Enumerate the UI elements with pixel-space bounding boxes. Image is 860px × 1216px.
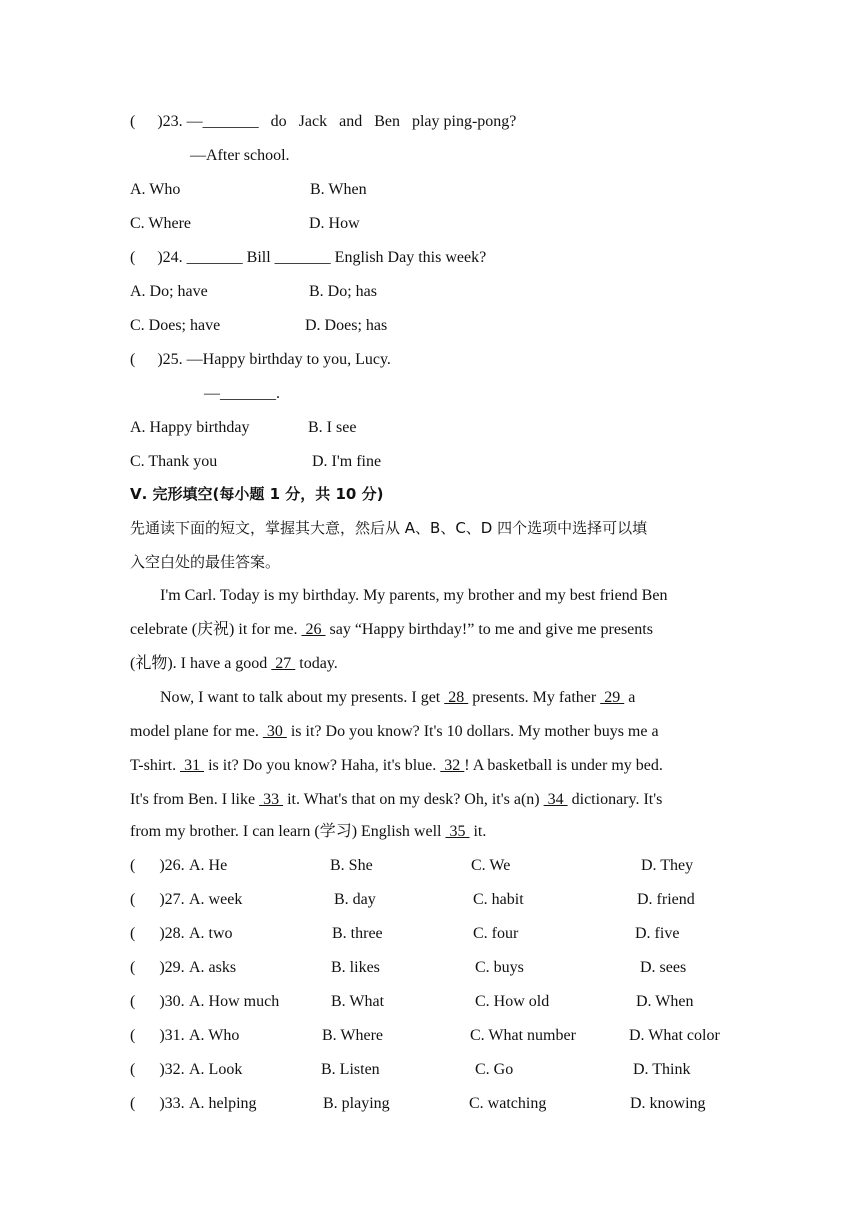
option-c: C. Where bbox=[130, 215, 192, 232]
reply-line: —After school. bbox=[190, 147, 290, 164]
passage-text: is it? Do you know? Haha, it's blue. bbox=[204, 757, 441, 774]
blank-31: 31 bbox=[180, 757, 205, 774]
option-b: B. three bbox=[332, 925, 383, 942]
option-d: D. How bbox=[309, 215, 360, 232]
option-c: C. What number bbox=[470, 1027, 576, 1044]
option-b: B. playing bbox=[323, 1095, 390, 1112]
option-c: C. watching bbox=[469, 1095, 547, 1112]
question-25 bbox=[130, 350, 391, 370]
question-text: _______ Bill _______ English Day this week? bbox=[186, 249, 487, 266]
question-paren: ( bbox=[130, 249, 136, 266]
passage-line-3 bbox=[130, 654, 338, 674]
option-d: D. They bbox=[641, 857, 694, 874]
question-paren-close: ) bbox=[157, 249, 163, 266]
option-b: B. Where bbox=[322, 1027, 384, 1044]
option-number: ( )32. bbox=[130, 1061, 185, 1078]
option-number: ( )28. bbox=[130, 925, 185, 942]
option-b: B. I see bbox=[308, 419, 357, 436]
blank-28: 28 bbox=[444, 689, 469, 706]
option-d: D. What color bbox=[629, 1027, 720, 1044]
option-b: B. What bbox=[331, 993, 385, 1010]
passage-line-7 bbox=[130, 790, 662, 810]
option-c: C. Go bbox=[475, 1061, 514, 1078]
question-paren: ( bbox=[130, 351, 136, 368]
option-c: C. buys bbox=[475, 959, 524, 976]
option-c: C. habit bbox=[473, 891, 524, 908]
passage-text: model plane for me. bbox=[130, 723, 263, 740]
blank-27: 27 bbox=[271, 655, 296, 672]
option-number: ( )27. bbox=[130, 891, 185, 908]
passage-text: is it? Do you know? It's 10 dollars. My mother buys me a bbox=[286, 723, 659, 740]
blank-34: 34 bbox=[543, 791, 568, 808]
passage-text: it. bbox=[469, 823, 487, 840]
passage-line-2 bbox=[130, 620, 653, 640]
passage-text: It's from Ben. I like bbox=[130, 791, 260, 808]
option-c: C. How old bbox=[475, 993, 550, 1010]
question-paren-close: ) bbox=[157, 351, 163, 368]
question-text: —_______ do Jack and Ben play ping-pong? bbox=[186, 113, 517, 130]
passage-text: today. bbox=[295, 655, 338, 672]
option-a: A. How much bbox=[189, 993, 280, 1010]
section-heading: Ⅴ. 完形填空(每小题 1 分，共 10 分) bbox=[130, 485, 384, 503]
passage-line-6 bbox=[130, 756, 663, 776]
option-a: A. Look bbox=[189, 1061, 243, 1078]
option-c: C. We bbox=[471, 857, 511, 874]
option-b: B. day bbox=[334, 891, 376, 908]
passage-text: Now, I want to talk about my presents. I get bbox=[160, 689, 445, 706]
option-d: D. friend bbox=[637, 891, 695, 908]
option-b: B. likes bbox=[331, 959, 380, 976]
passage-text: dictionary. It's bbox=[567, 791, 663, 808]
option-a: A. two bbox=[189, 925, 233, 942]
option-a: A. Who bbox=[130, 181, 181, 198]
option-c: C. four bbox=[473, 925, 519, 942]
option-d: D. I'm fine bbox=[312, 453, 382, 470]
passage-text: say “Happy birthday!” to me and give me presents bbox=[325, 621, 653, 638]
question-paren-close: ) bbox=[157, 113, 163, 130]
option-b: B. Listen bbox=[321, 1061, 380, 1078]
option-number: ( )33. bbox=[130, 1095, 185, 1112]
passage-line-4 bbox=[160, 688, 635, 708]
passage-line-1: I'm Carl. Today is my birthday. My parents, my brother and my best friend Ben bbox=[160, 587, 668, 604]
passage-text: a bbox=[624, 689, 636, 706]
passage-line-8 bbox=[130, 822, 486, 842]
option-d: D. Does; has bbox=[305, 317, 388, 334]
option-a: A. helping bbox=[189, 1095, 257, 1112]
option-d: D. knowing bbox=[630, 1095, 706, 1112]
passage-text: from my brother. I can learn (学习) English well bbox=[130, 823, 446, 840]
passage-line-5 bbox=[130, 722, 659, 742]
option-c: C. Does; have bbox=[130, 317, 221, 334]
option-a: A. Do; have bbox=[130, 283, 208, 300]
option-number: ( )31. bbox=[130, 1027, 185, 1044]
passage-text: (礼物). I have a good bbox=[130, 655, 272, 672]
option-a: A. Who bbox=[189, 1027, 240, 1044]
passage-text: celebrate (庆祝) it for me. bbox=[130, 621, 302, 638]
option-number: ( )29. bbox=[130, 959, 185, 976]
option-c: C. Thank you bbox=[130, 453, 218, 470]
blank-32: 32 bbox=[440, 757, 465, 774]
passage-text: ! A basketball is under my bed. bbox=[464, 757, 663, 774]
blank-35: 35 bbox=[445, 823, 470, 840]
question-number: 24. bbox=[162, 249, 183, 266]
question-text: —Happy birthday to you, Lucy. bbox=[186, 351, 391, 368]
option-d: D. sees bbox=[640, 959, 687, 976]
option-d: D. Think bbox=[633, 1061, 691, 1078]
option-d: D. When bbox=[636, 993, 694, 1010]
option-b: B. When bbox=[310, 181, 367, 198]
question-24 bbox=[130, 248, 486, 268]
passage-text: it. What's that on my desk? Oh, it's a(n) bbox=[283, 791, 544, 808]
section-instructions-line2: 入空白处的最佳答案。 bbox=[130, 553, 281, 571]
question-paren: ( bbox=[130, 113, 136, 130]
option-a: A. Happy birthday bbox=[130, 419, 250, 436]
option-d: D. five bbox=[635, 925, 680, 942]
passage-text: T-shirt. bbox=[130, 757, 181, 774]
option-number: ( )26. bbox=[130, 857, 185, 874]
question-23 bbox=[130, 112, 516, 132]
blank-29: 29 bbox=[600, 689, 625, 706]
option-a: A. asks bbox=[189, 959, 237, 976]
section-instructions-line1: 先通读下面的短文，掌握其大意，然后从 A、B、C、D 四个选项中选择可以填 bbox=[130, 519, 648, 537]
option-a: A. He bbox=[189, 857, 228, 874]
blank-33: 33 bbox=[259, 791, 284, 808]
passage-text: presents. My father bbox=[468, 689, 601, 706]
reply-line: —_______. bbox=[204, 385, 280, 402]
blank-26: 26 bbox=[301, 621, 326, 638]
option-b: B. She bbox=[330, 857, 373, 874]
option-number: ( )30. bbox=[130, 993, 185, 1010]
blank-30: 30 bbox=[262, 723, 287, 740]
question-number: 23. bbox=[162, 113, 183, 130]
question-number: 25. bbox=[162, 351, 183, 368]
option-a: A. week bbox=[189, 891, 243, 908]
option-b: B. Do; has bbox=[309, 283, 377, 300]
